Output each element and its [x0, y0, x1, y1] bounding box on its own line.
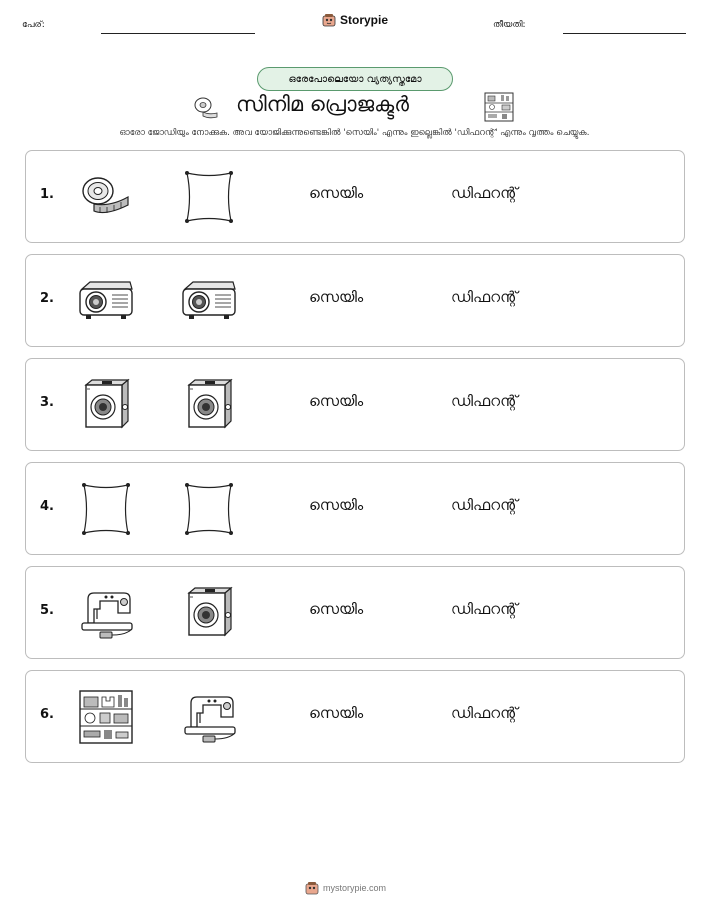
different-option[interactable]: ഡിഫറന്റ് — [451, 600, 518, 618]
same-option[interactable]: സെയിം — [309, 184, 364, 202]
film-reel-icon — [76, 169, 136, 225]
right-picture — [179, 169, 239, 225]
row-number: 6. — [40, 707, 54, 722]
exercise-row — [25, 566, 685, 659]
instructions: ഓരോ ജോഡിയും നോക്കുക. അവ യോജിക്കുന്നുണ്ടെങ്കിൽ 'സെയിം' എന്നും ഇല്ലെങ്കിൽ 'ഡിഫറന്റ്' എന്നും വൃത്തം ചെയ്യുക. — [119, 128, 590, 138]
sewing-machine-icon — [76, 585, 136, 641]
title-row — [0, 90, 709, 124]
same-option[interactable]: സെയിം — [309, 704, 364, 722]
left-picture — [76, 481, 136, 537]
right-picture — [179, 377, 239, 433]
name-label: പേര്: — [22, 20, 45, 30]
same-option[interactable]: സെയിം — [309, 496, 364, 514]
different-option[interactable]: ഡിഫറന്റ് — [451, 288, 518, 306]
right-picture — [179, 273, 239, 329]
brand-name: Storypie — [340, 13, 389, 27]
brand — [322, 13, 388, 27]
different-option[interactable]: ഡിഫറന്റ് — [451, 704, 518, 722]
right-picture — [179, 481, 239, 537]
date-line — [563, 33, 686, 34]
projector-icon — [179, 273, 239, 329]
different-option[interactable]: ഡിഫറന്റ് — [451, 496, 518, 514]
tool-shelf-icon — [484, 92, 514, 122]
footer — [305, 881, 386, 895]
speaker-box-icon — [76, 377, 136, 433]
same-option[interactable]: സെയിം — [309, 392, 364, 410]
footer-url: mystorypie.com — [323, 883, 387, 893]
different-option[interactable]: ഡിഫറന്റ് — [451, 184, 518, 202]
left-picture — [76, 689, 136, 745]
activity-type-badge: ഒരേപോലെയോ വ്യത്യസ്തമോ — [257, 67, 453, 91]
projector-icon — [76, 273, 136, 329]
storypie-logo-icon — [322, 13, 336, 27]
projection-screen-icon — [179, 169, 239, 225]
left-picture — [76, 377, 136, 433]
row-number: 5. — [40, 603, 54, 618]
sewing-machine-icon — [179, 689, 239, 745]
row-number: 3. — [40, 395, 54, 410]
exercise-row — [25, 150, 685, 243]
exercise-row — [25, 462, 685, 555]
exercise-row — [25, 254, 685, 347]
left-picture — [76, 169, 136, 225]
left-picture — [76, 585, 136, 641]
right-picture — [179, 689, 239, 745]
storypie-logo-icon — [305, 881, 319, 895]
page-title: സിനിമ പ്രൊജക്ടർ — [236, 92, 409, 116]
date-label: തീയതി: — [493, 20, 526, 30]
different-option[interactable]: ഡിഫറന്റ് — [451, 392, 518, 410]
same-option[interactable]: സെയിം — [309, 288, 364, 306]
film-reel-icon — [193, 94, 219, 120]
row-number: 4. — [40, 499, 54, 514]
row-number: 1. — [40, 187, 54, 202]
tool-shelf-icon — [76, 689, 136, 745]
exercise-row — [25, 358, 685, 451]
exercise-row — [25, 670, 685, 763]
projection-screen-icon — [76, 481, 136, 537]
left-picture — [76, 273, 136, 329]
projection-screen-icon — [179, 481, 239, 537]
same-option[interactable]: സെയിം — [309, 600, 364, 618]
row-number: 2. — [40, 291, 54, 306]
right-picture — [179, 585, 239, 641]
speaker-box-icon — [179, 585, 239, 641]
name-line — [101, 33, 255, 34]
speaker-box-icon — [179, 377, 239, 433]
